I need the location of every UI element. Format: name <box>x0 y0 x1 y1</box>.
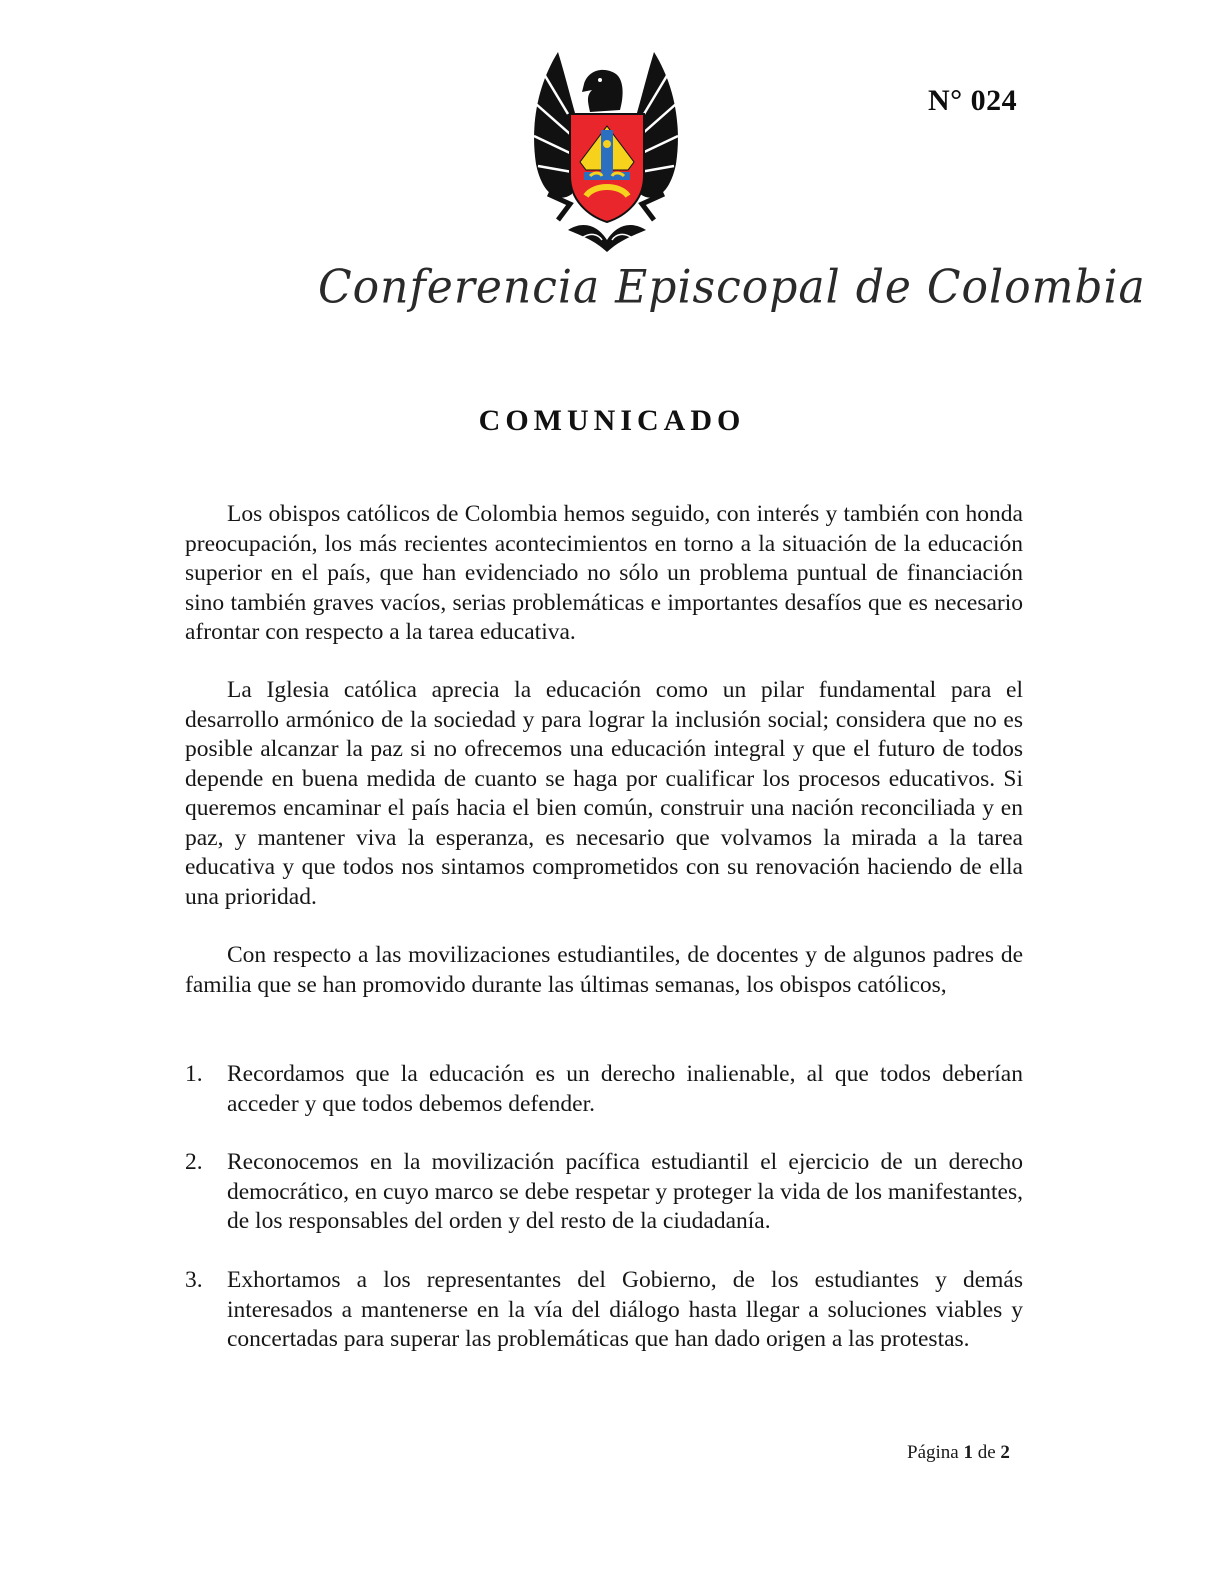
document-number: N° 024 <box>928 84 1018 117</box>
list-item <box>185 1266 1023 1355</box>
of-label: de <box>977 1442 996 1463</box>
list-item-text: Exhortamos a los representantes del Gobierno, de los estudiantes y demás interesados a mantenerse en la vía del diálogo hasta llegar a soluciones viables y concertadas para superar las problemáticas que han dado origen a las protestas. <box>227 1267 1023 1352</box>
paragraph-text: La Iglesia católica aprecia la educación como un pilar fundamental para el desarrollo armónico de la sociedad y para lograr la inclusión social; considera que no es posible alcanzar la paz si no ofrecemos una educación integral y que el futuro de todos depende en buena medida de cuanto se haga por cualificar los procesos educativos. Si queremos encaminar el país hacia el bien común, construir una nación reconciliada y en paz, y mantener viva la esperanza, es necesario que volvamos la mirada a la tarea educativa y que todos nos sintamos comprometidos con su renovación haciendo de ella una prioridad. <box>185 677 1023 910</box>
list-item <box>185 1060 1023 1119</box>
organization-name-script: Conferencia Episcopal de Colombia <box>318 260 1146 315</box>
episcopal-crest-icon <box>528 44 684 254</box>
list-item-number: 1. <box>185 1061 203 1087</box>
list-item <box>185 1148 1023 1237</box>
paragraph-text: Con respecto a las movilizaciones estudiantiles, de docentes y de algunos padres de familia que se han promovido durante las últimas semanas, los obispos católicos, <box>185 942 1023 998</box>
document-title: COMUNICADO <box>478 404 746 437</box>
current-page: 1 <box>963 1442 973 1463</box>
total-pages: 2 <box>1000 1442 1010 1463</box>
page-indicator <box>907 1442 1010 1464</box>
paragraph-2 <box>185 676 1023 912</box>
paragraph-3 <box>185 941 1023 1000</box>
page-label: Página <box>907 1442 959 1463</box>
list-item-number: 3. <box>185 1267 203 1293</box>
list-item-text: Recordamos que la educación es un derecho inalienable, al que todos deberían acceder y que todos debemos defender. <box>227 1061 1023 1117</box>
paragraph-1 <box>185 500 1023 648</box>
list-item-text: Reconocemos en la movilización pacífica estudiantil el ejercicio de un derecho democrático, en cuyo marco se debe respetar y proteger la vida de los manifestantes, de los responsables del orden y del resto de la ciudadanía. <box>227 1149 1023 1234</box>
paragraph-text: Los obispos católicos de Colombia hemos seguido, con interés y también con honda preocupación, los más recientes acontecimientos en torno a la situación de la educación superior en el país, que han evidenciado no sólo un problema puntual de financiación sino también graves vacíos, serias problemáticas e importantes desafíos que es necesario afrontar con respecto a la tarea educativa. <box>185 501 1023 645</box>
list-item-number: 2. <box>185 1149 203 1175</box>
